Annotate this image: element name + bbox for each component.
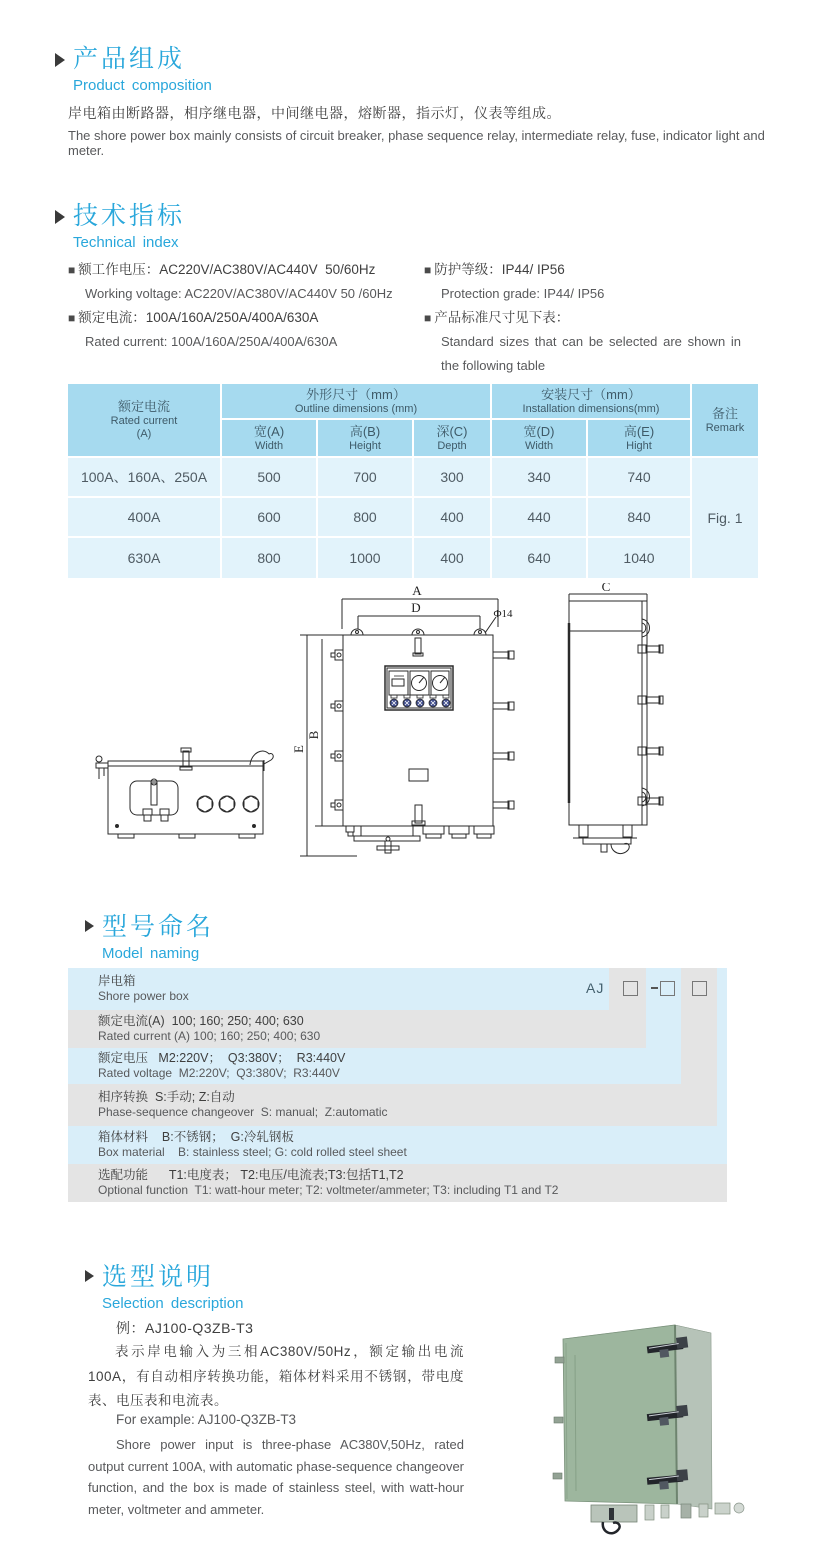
naming-row-rated-voltage bbox=[68, 1048, 681, 1084]
header-zh: 宽(D) bbox=[523, 423, 555, 439]
cell-ih: 1040 bbox=[588, 538, 690, 578]
cell-iw: 640 bbox=[492, 538, 586, 578]
spec-item bbox=[68, 306, 420, 330]
cell-iw: 440 bbox=[492, 498, 586, 536]
header-zh: 深(C) bbox=[436, 423, 468, 439]
model-naming-titles bbox=[102, 912, 214, 962]
header-en: Outline dimensions (mm) bbox=[294, 402, 418, 415]
header-en: Width bbox=[524, 439, 554, 452]
model-placeholder-box-2 bbox=[660, 981, 675, 996]
specs-right-column bbox=[424, 258, 744, 378]
cell-h: 1000 bbox=[318, 538, 412, 578]
header-en: Installation dimensions(mm) bbox=[522, 402, 660, 415]
spec-zh: 防护等级：IP44/ IP56 bbox=[434, 262, 565, 277]
cell-d: 300 bbox=[414, 458, 490, 496]
naming-row-rated-current bbox=[68, 1010, 646, 1048]
spec-item bbox=[68, 258, 420, 282]
header-en: Width bbox=[254, 439, 284, 452]
section-title-en: Product composition bbox=[73, 77, 212, 94]
spec-en: Protection grade: IP44/ IP56 bbox=[441, 286, 605, 301]
section-arrow-icon bbox=[85, 1270, 94, 1282]
naming-row-text bbox=[98, 1050, 345, 1081]
model-placeholder-box-1 bbox=[623, 981, 638, 996]
header-zh: 高(E) bbox=[623, 423, 655, 439]
header-zh: 额定电流 bbox=[117, 399, 170, 414]
header-unit: (A) bbox=[136, 428, 152, 440]
bullet-square-icon: ■ bbox=[68, 311, 76, 325]
naming-en: Phase-sequence changeover S: manual; Z:automatic bbox=[98, 1105, 388, 1119]
product-composition-header bbox=[55, 44, 212, 94]
dim-label-e: E bbox=[291, 745, 306, 753]
header-zh: 备注 bbox=[711, 405, 738, 421]
header-remark bbox=[692, 384, 758, 456]
naming-zh: 箱体材料 B:不锈钢； G:冷轧钢板 bbox=[98, 1130, 294, 1144]
section-arrow-icon bbox=[55, 53, 65, 67]
model-prefix: AJ bbox=[586, 980, 605, 996]
naming-row-shore-power-box bbox=[68, 968, 609, 1010]
selection-body-zh: 表示岸电输入为三相AC380V/50Hz，额定输出电流100A，有自动相序转换功能，箱体材料采用不锈钢，带电度表、电压表和电流表。 bbox=[88, 1344, 464, 1408]
header-en: Height bbox=[349, 439, 381, 452]
table-row bbox=[68, 458, 758, 496]
naming-en: Optional function T1: watt-hour meter; T2: voltmeter/ammeter; T3: including T1 and T2 bbox=[98, 1183, 559, 1197]
section-title-en: Selection description bbox=[102, 1295, 244, 1312]
hinge-icons bbox=[553, 1357, 564, 1479]
model-placeholder-box-3 bbox=[692, 981, 707, 996]
dimensions-table-wrap bbox=[66, 382, 760, 580]
cell-remark: Fig. 1 bbox=[692, 458, 758, 578]
spec-en: Rated current: 100A/160A/250A/400A/630A bbox=[85, 334, 338, 349]
section-arrow-icon bbox=[85, 920, 94, 932]
selection-body-en: Shore power input is three-phase AC380V,50Hz, rated output current 100A, with automatic phase-sequence changeover function, and the box is made of stainless steel, with watt-hour meter, voltmeter and ammeter. bbox=[88, 1437, 464, 1517]
cell-iw: 340 bbox=[492, 458, 586, 496]
composition-body-en: The shore power box mainly consists of circuit breaker, phase sequence relay, intermediate relay, fuse, indicator light and meter. bbox=[68, 128, 765, 158]
dim-label-d: D bbox=[411, 600, 421, 615]
model-naming-header bbox=[85, 912, 214, 962]
bullet-square-icon: ■ bbox=[68, 263, 76, 277]
subheader-depth-c bbox=[414, 420, 490, 456]
cell-h: 800 bbox=[318, 498, 412, 536]
dim-label-c: C bbox=[601, 583, 611, 594]
naming-col-2 bbox=[646, 968, 681, 1048]
model-hyphen bbox=[651, 987, 658, 989]
cell-current: 100A、160A、250A bbox=[68, 458, 220, 496]
naming-zh: 相序转换 S:手动; Z:自动 bbox=[98, 1090, 235, 1104]
naming-row-phase-sequence bbox=[68, 1084, 717, 1126]
composition-body-zh: 岸电箱由断路器，相序继电器，中间继电器，熔断器，指示灯，仪表等组成。 bbox=[68, 105, 561, 121]
section-title-zh: 技术指标 bbox=[73, 202, 186, 230]
spec-en: Working voltage: AC220V/AC380V/AC440V 50 /60Hz bbox=[85, 286, 393, 301]
technical-drawing bbox=[55, 583, 775, 895]
section-title-en: Model naming bbox=[102, 945, 200, 962]
naming-en: Box material B: stainless steel; G: cold rolled steel sheet bbox=[98, 1145, 407, 1159]
subheader-height-e bbox=[588, 420, 690, 456]
naming-zh: 额定电压 M2:220V； Q3:380V； R3:440V bbox=[98, 1051, 346, 1065]
header-en: Rated current bbox=[110, 415, 178, 427]
product-composition-titles bbox=[73, 44, 212, 94]
technical-index-titles bbox=[73, 201, 185, 251]
header-outline-group bbox=[222, 384, 490, 418]
naming-row-text bbox=[98, 1089, 388, 1120]
naming-col-4 bbox=[717, 968, 727, 1126]
spec-item bbox=[424, 306, 744, 330]
dim-label-a: A bbox=[412, 583, 422, 598]
naming-en: Shore power box bbox=[98, 989, 189, 1003]
cell-d: 400 bbox=[414, 498, 490, 536]
cell-h: 700 bbox=[318, 458, 412, 496]
section-title-zh: 产品组成 bbox=[73, 45, 186, 73]
spec-zh: 额定电流：100A/160A/250A/400A/630A bbox=[78, 310, 319, 325]
section-title-zh: 选型说明 bbox=[102, 1263, 215, 1291]
cell-w: 800 bbox=[222, 538, 316, 578]
header-zh: 外形尺寸（mm） bbox=[306, 386, 406, 402]
spec-zh: 产品标准尺寸见下表： bbox=[434, 310, 570, 325]
cell-current: 400A bbox=[68, 498, 220, 536]
spec-en: Standard sizes that can be selected are shown in the following table bbox=[441, 334, 745, 373]
dimensions-table bbox=[66, 382, 760, 580]
naming-en: Rated current (A) 100; 160; 250; 400; 630 bbox=[98, 1029, 321, 1043]
section-title-en: Technical index bbox=[73, 234, 179, 251]
bullet-square-icon: ■ bbox=[424, 311, 432, 325]
dim-label-phi14: Φ14 bbox=[493, 608, 513, 620]
header-en: Hight bbox=[626, 439, 652, 452]
technical-index-header bbox=[55, 201, 185, 251]
dim-label-b: B bbox=[306, 730, 321, 740]
bottom-view-drawing bbox=[96, 748, 273, 838]
naming-row-text bbox=[98, 1129, 407, 1160]
cell-d: 400 bbox=[414, 538, 490, 578]
front-view-drawing bbox=[300, 599, 514, 856]
naming-row-text bbox=[98, 1167, 558, 1198]
cell-ih: 740 bbox=[588, 458, 690, 496]
table-row bbox=[68, 538, 758, 578]
naming-zh: 岸电箱 bbox=[98, 974, 136, 988]
subheader-width-d bbox=[492, 420, 586, 456]
naming-row-optional-function bbox=[68, 1164, 727, 1202]
subheader-height-b bbox=[318, 420, 412, 456]
product-photo-shore-power-box bbox=[533, 1303, 815, 1565]
table-header-row bbox=[68, 384, 758, 418]
section-title-zh: 型号命名 bbox=[102, 913, 215, 941]
header-rated-current bbox=[68, 384, 220, 456]
selection-example-en: For example: AJ100-Q3ZB-T3 bbox=[116, 1412, 297, 1427]
header-en: Remark bbox=[705, 421, 745, 434]
cell-w: 600 bbox=[222, 498, 316, 536]
selection-description-titles bbox=[102, 1262, 243, 1312]
cell-ih: 840 bbox=[588, 498, 690, 536]
naming-zh: 额定电流(A) 100; 160; 250; 400; 630 bbox=[98, 1014, 304, 1028]
cable-gland-icons bbox=[591, 1503, 744, 1533]
bullet-square-icon: ■ bbox=[424, 263, 432, 277]
spec-zh: 额工作电压：AC220V/AC380V/AC440V 50/60Hz bbox=[78, 262, 376, 277]
header-zh: 安装尺寸（mm） bbox=[541, 386, 641, 402]
naming-row-text bbox=[98, 973, 189, 1004]
table-row bbox=[68, 498, 758, 536]
model-naming-diagram bbox=[68, 968, 728, 1204]
naming-row-text bbox=[98, 1013, 320, 1044]
selection-example-zh: 例：AJ100-Q3ZB-T3 bbox=[116, 1320, 254, 1336]
selection-description-header bbox=[85, 1262, 243, 1312]
naming-en: Rated voltage M2:220V; Q3:380V; R3:440V bbox=[98, 1066, 340, 1080]
header-en: Depth bbox=[437, 439, 467, 452]
cell-current: 630A bbox=[68, 538, 220, 578]
spec-item bbox=[424, 258, 744, 282]
header-zh: 宽(A) bbox=[253, 423, 285, 439]
naming-zh: 选配功能 T1:电度表； T2:电压/电流表;T3:包括T1,T2 bbox=[98, 1168, 404, 1182]
naming-row-box-material bbox=[68, 1126, 727, 1164]
subheader-width-a bbox=[222, 420, 316, 456]
cell-w: 500 bbox=[222, 458, 316, 496]
header-install-group bbox=[492, 384, 690, 418]
header-zh: 高(B) bbox=[349, 423, 381, 439]
side-view-drawing bbox=[569, 594, 663, 854]
specs-left-column bbox=[68, 258, 420, 354]
section-arrow-icon bbox=[55, 210, 65, 224]
